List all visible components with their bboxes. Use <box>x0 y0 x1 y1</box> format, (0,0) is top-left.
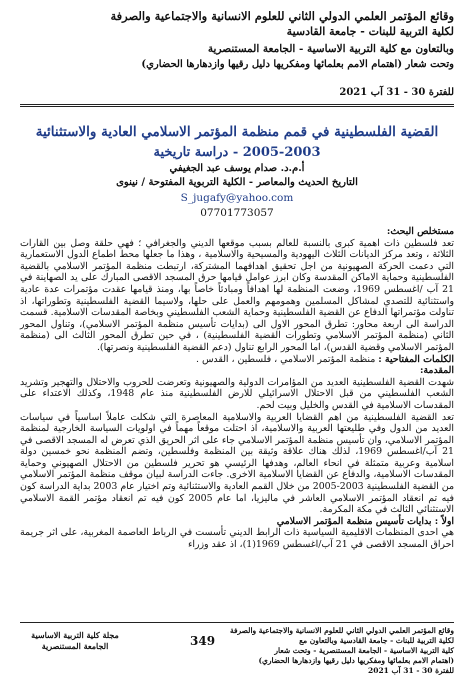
footer-line-1: وقائع المؤتمر العلمي الدولي الثاني للعلوم الانسانية والاجتماعية والصرفة لكلية التربية للبنات - جامعة القادسية وبالتعاون مع <box>229 626 454 645</box>
author-name: أ.م.د. صدام يوسف عبد الجغيفي <box>169 163 305 174</box>
intro-heading: المقدمة: <box>419 365 454 377</box>
keywords-line <box>20 354 454 366</box>
header-divider-second <box>20 106 454 107</box>
footer-divider <box>20 622 454 623</box>
page-footer <box>20 622 454 675</box>
conference-dates: للفترة 30 - 31 آب 2021 <box>339 87 454 98</box>
section-1-heading: اولاً : بدايات تأسيس منظمة المؤتمر الاسلامي <box>276 515 454 527</box>
footer-line-4: للفترة 30 - 31 آب 2021 <box>368 666 454 675</box>
header-divider <box>20 104 454 105</box>
abstract-heading: مستخلص البحث: <box>386 226 454 237</box>
footer-university: الجامعة المستنصرية <box>41 641 109 651</box>
conference-slogan: وتحت شعار (اهتمام الامم بعلمائها ومفكريها دليل رقيها وازدهارها الحضاري) <box>141 59 454 70</box>
footer-conference-info <box>214 626 454 676</box>
footer-journal-name: مجلة كلية التربية الاساسية <box>31 630 119 640</box>
footer-journal-info <box>20 630 130 652</box>
section-1-paragraph: هي احدى المنظمات الاقليمية السياسية ذات الرابط الديني تأسست في الرباط العاصمة المغربية، على اثر جريمة احراق المسجد الاقصى في 21 آب/اغسطس 1969(1)، اذ عقد وزراء <box>20 527 454 551</box>
paper-body <box>20 226 454 551</box>
author-phone: 07701773057 <box>200 207 274 219</box>
footer-line-3: (اهتمام الامم بعلمائها ومفكريها دليل رقيها وازدهارها الحضاري) <box>258 656 454 665</box>
paper-title: القضية الفلسطينية في قمم منظمة المؤتمر الاسلامي العادية والاستثنائية <box>35 124 439 140</box>
paper-subtitle: 2005-2003 - دراسة تاريخية <box>153 145 321 160</box>
intro-paragraph-1: شهدت القضية الفلسطينية العديد من المؤامرات الدولية والصهيونية وتعرضت للحروب والاحتلال والتهجير وتشريد الشعب الفلسطيني من قبل الاحتلال الاسرائيلي للارض الفلسطينية منذ عام 1948، وكذلك الاعتداء على المقدسات الاسلامية في القدس والخليل وبيت لحم. <box>20 376 454 411</box>
page-number: 349 <box>190 634 216 648</box>
footer-line-2: كلية التربية الاساسية - الجامعة المستنصرية - وتحت شعار <box>274 646 454 655</box>
author-email[interactable]: S_jugafy@yahoo.com <box>180 192 294 204</box>
keywords-value: منظمة المؤتمر الاسلامي ، فلسطين ، القدس . <box>196 353 376 365</box>
conference-host: لكلية التربية للبنات - جامعة القادسية <box>286 25 454 38</box>
abstract-text: تعد فلسطين ذات اهمية كبرى بالنسبة للعالم بسبب موقعها الديني والجغرافي ؛ فهي حلقة وصل بين القارات الثلاثة ، وتعد مركز الديانات الثلاث اليهودية والمسيحية والاسلامية ، وهذا ما جعلها محط اطماع الدول الاستعمارية التي دعمت الحركة الصهيونية من اجل تحقيق اهدافهما المشتركة، ارتبطت منظمة المؤتمر الاسلامي بالقضية الفلسطينية وحماية الاماكن المقدسة وكان ابرز عوامل قيامها حرق المسجد الاقصى المبارك على يد الصهاينة في 21 آب /اغسطس 1969، وضعت المنظمة لها اهدافاً ومبادئاً خاصاً بها، ومنذ قيامها عقدت مؤتمرات عدة عادية واستثنائية للتصدي لمشاكل المسلمين وهمومهم والعمل على حلها، ولاسيما القضية الفلسطينية وتطوراتها، اذ تناولت مؤتمراتها الدفاع عن القضية الفلسطينية وحماية الشعب الفلسطيني وبخاصة المقدسات الاسلامية. قسمت الدراسة الى اربعة محاور: تطرق المحور الاول الى (بدايات تأسيس منظمة المؤتمر الاسلامي)، وتناول المحور الثاني (منظمة المؤتمر الاسلامي وتطورات القضية الفلسطينية) ، في حين تطرق المحور الثالث الى (منظمة المؤتمر الاسلامي وقضية القدس)، اما المحور الرابع تناول (دعم القضية الفلسطينية ونصرتها). <box>20 237 454 353</box>
conference-partner: وبالتعاون مع كلية التربية الاساسية - الجامعة المستنصرية <box>207 43 454 55</box>
author-affiliation: التاريخ الحديث والمعاصر - الكلية التربوية المفتوحة / نينوى <box>116 177 358 188</box>
intro-paragraph-2: تعد القضية الفلسطينية من اهم القضايا العربية والاسلامية المعاصرة التي شكلت عاملاً اساسياً في سياسات العديد من الدول وفي طليعتها العربية والاسلامية، اذ احتلت موقعاً مهماً في اولويات السياسة الخارجية لمنظمة المؤتمر الاسلامي، وان تأسيس منظمة المؤتمر الاسلامي جاء على اثر الحريق الذي تعرض له المسجد الاقصى في 21 آب/اغسطس 1969، لذلك هناك علاقة وثيقة بين المنظمة وفلسطين، وتضم المنظمة نحو خمسين دولة اسلامية وعربية متمثلة في انحاء العالم، وهدفها الرئيسي هو تحرير فلسطين من الاحتلال الصهيوني وحماية المقدسات الاسلامية، والدفاع عن القضايا الاسلامية الاخرى. جاءت الدراسة لبيان موقف منظمة المؤتمر الاسلامي من القضية الفلسطينية 2003-2005 من خلال القمم العادية والاستثنائية وتم اختيار عام 2003 بداية الدراسة كون فيه تم انعقاد المؤتمر الاسلامي العاشر في ماليزيا، اما عام 2005 كون فيه تم انعقاد مؤتمر القمة الاسلامي الاستثنائي الثالث في مكة المكرمة. <box>20 411 455 516</box>
conference-title: وقائع المؤتمر العلمي الدولي الثاني للعلوم الانسانية والاجتماعية والصرفة <box>110 9 454 23</box>
keywords-label: الكلمات المفتاحية : <box>378 353 454 365</box>
